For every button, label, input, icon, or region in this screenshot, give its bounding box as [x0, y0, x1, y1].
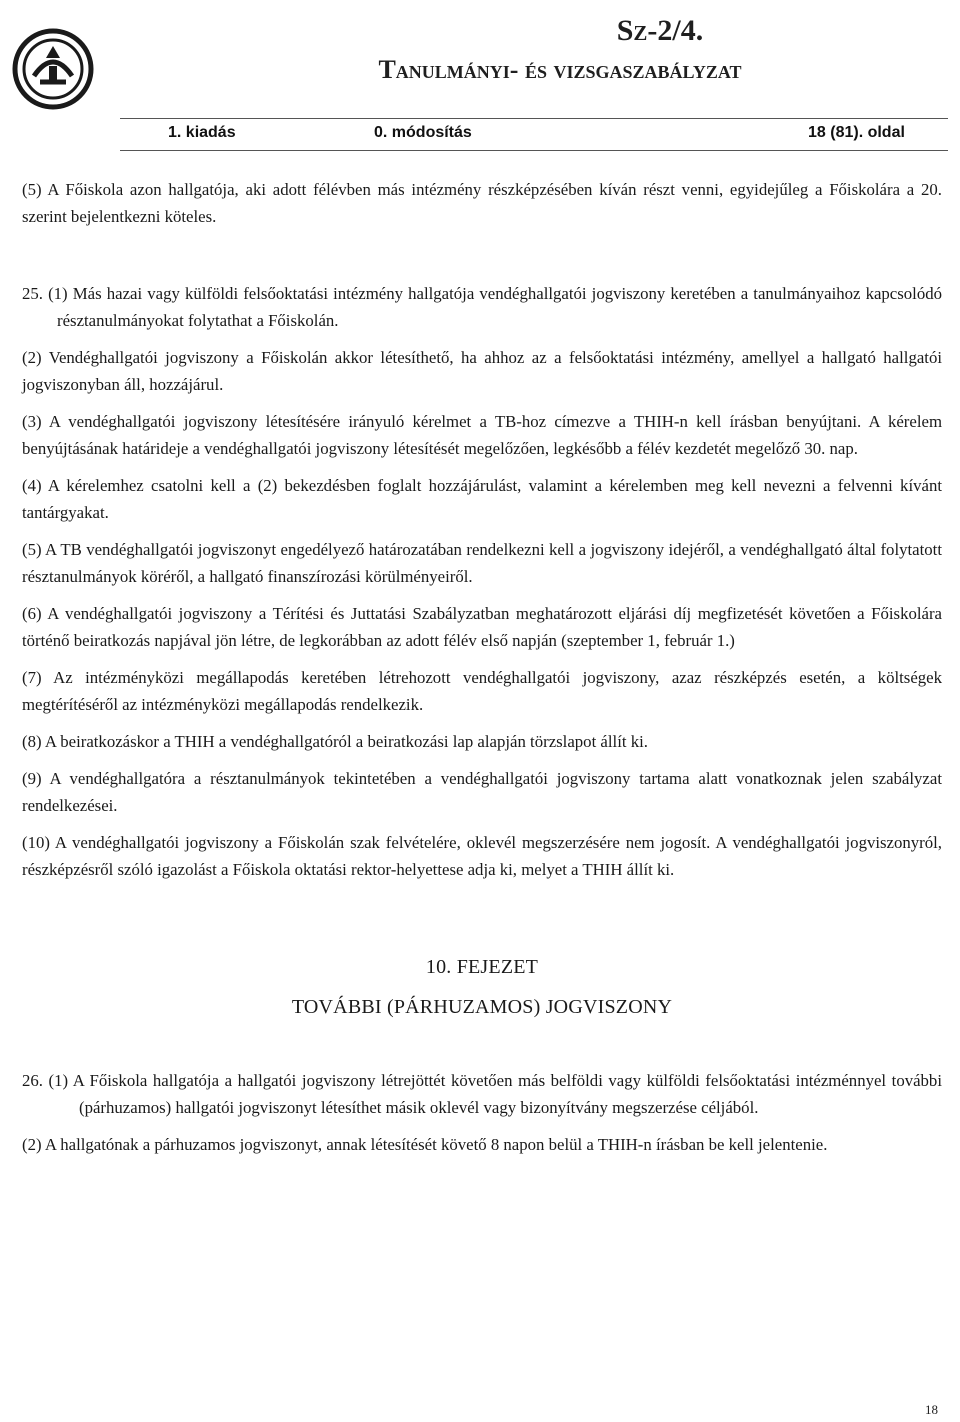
modification-label: 0. módosítás	[374, 124, 472, 141]
section-26-2: (2) A hallgatónak a párhuzamos jogviszonyt, annak létesítését követő 8 napon belül a THIH-n írásban be kell jelentenie.	[22, 1135, 828, 1154]
section-25-6: (6) A vendéghallgatói jogviszony a Térítési és Juttatási Szabályzatban meghatározott eljárási díj megfizetését követően a Főiskolára történő beiratkozás napjával jön létre, de legkorábban az adott félév első napján (szeptember 1, február 1.)	[22, 604, 942, 650]
section-25-1: 25. (1) Más hazai vagy külföldi felsőoktatási intézmény hallgatója vendéghallgatói jogviszony keretében a tanulmányaihoz kapcsolódó résztanulmányokat folytathat a Főiskolán.	[22, 284, 942, 330]
edition-label: 1. kiadás	[168, 124, 236, 141]
doc-code-text: Sz-2/4.	[616, 14, 704, 47]
section-25-9: (9) A vendéghallgatóra a résztanulmányok tekintetében a vendéghallgatói jogviszony tartama alatt vonatkoznak jelen szabályzat rendelkezései.	[22, 769, 942, 815]
section-25-8: (8) A beiratkozáskor a THIH a vendéghallgatóról a beiratkozási lap alapján törzslapot állít ki.	[22, 732, 648, 751]
section-25-4: (4) A kérelemhez csatolni kell a (2) bekezdésben foglalt hozzájárulást, valamint a kérelemben meg kell nevezni a felvenni kívánt tantárgyakat.	[22, 476, 942, 522]
section-25-7: (7) Az intézményközi megállapodás keretében létrehozott vendéghallgatói jogviszony, azaz részképzés esetén, a költségek megtérítéséről az intézményközi megállapodás rendelkezik.	[22, 668, 942, 714]
page-reference: 18 (81). oldal	[808, 124, 905, 141]
college-emblem-icon	[12, 28, 94, 110]
doc-title	[250, 55, 870, 85]
header-rule-bottom	[120, 150, 948, 151]
chapter-number: 10. FEJEZET	[425, 956, 539, 978]
paragraph-prev-5: (5) A Főiskola azon hallgatója, aki adott félévben más intézmény részképzésében kíván részt venni, egyidejűleg a Főiskolára a 20. szerint bejelentkezni köteles.	[22, 180, 942, 226]
document-body	[22, 176, 942, 1158]
doc-code	[450, 14, 870, 48]
doc-title-text: Tanulmányi- és vizsgaszabályzat	[378, 55, 742, 84]
chapter-title: TOVÁBBI (PÁRHUZAMOS) JOGVISZONY	[291, 996, 673, 1018]
page-number: 18	[925, 1402, 938, 1417]
section-25-10: (10) A vendéghallgatói jogviszony a Főiskolán szak felvételére, oklevél megszerzésére nem jogosít. A vendéghallgatói jogviszonyról, részképzésről szóló igazolást a Főiskola oktatási rektor-helyettese adja ki, melyet a THIH állít ki.	[22, 833, 942, 879]
section-25-3: (3) A vendéghallgatói jogviszony létesítésére irányuló kérelmet a TB-hoz címezve a THIH-n kell írásban benyújtani. A kérelem benyújtásának határideje a vendéghallgatói jogviszony létesítését megelőzően, legkésőbb a félév kezdetét megelőző 30. nap.	[22, 412, 942, 458]
section-25-2: (2) Vendéghallgatói jogviszony a Főiskolán akkor létesíthető, ha ahhoz az a felsőoktatási intézmény, amellyel a hallgató hallgatói jogviszonyban áll, hozzájárul.	[22, 348, 942, 394]
header-rule-top	[120, 118, 948, 119]
section-25-5: (5) A TB vendéghallgatói jogviszonyt engedélyező határozatában rendelkezni kell a jogviszony idejéről, a vendéghallgató által folytatott résztanulmányok köréről, a hallgató finanszírozási körülményeiről.	[22, 540, 942, 586]
section-26-1: 26. (1) A Főiskola hallgatója a hallgatói jogviszony létrejöttét követően más belföldi vagy külföldi felsőoktatási intézménnyel további (párhuzamos) hallgatói jogviszonyt létesíthet másik oklevél vagy bizonyítvány megszerzése céljából.	[22, 1071, 942, 1117]
